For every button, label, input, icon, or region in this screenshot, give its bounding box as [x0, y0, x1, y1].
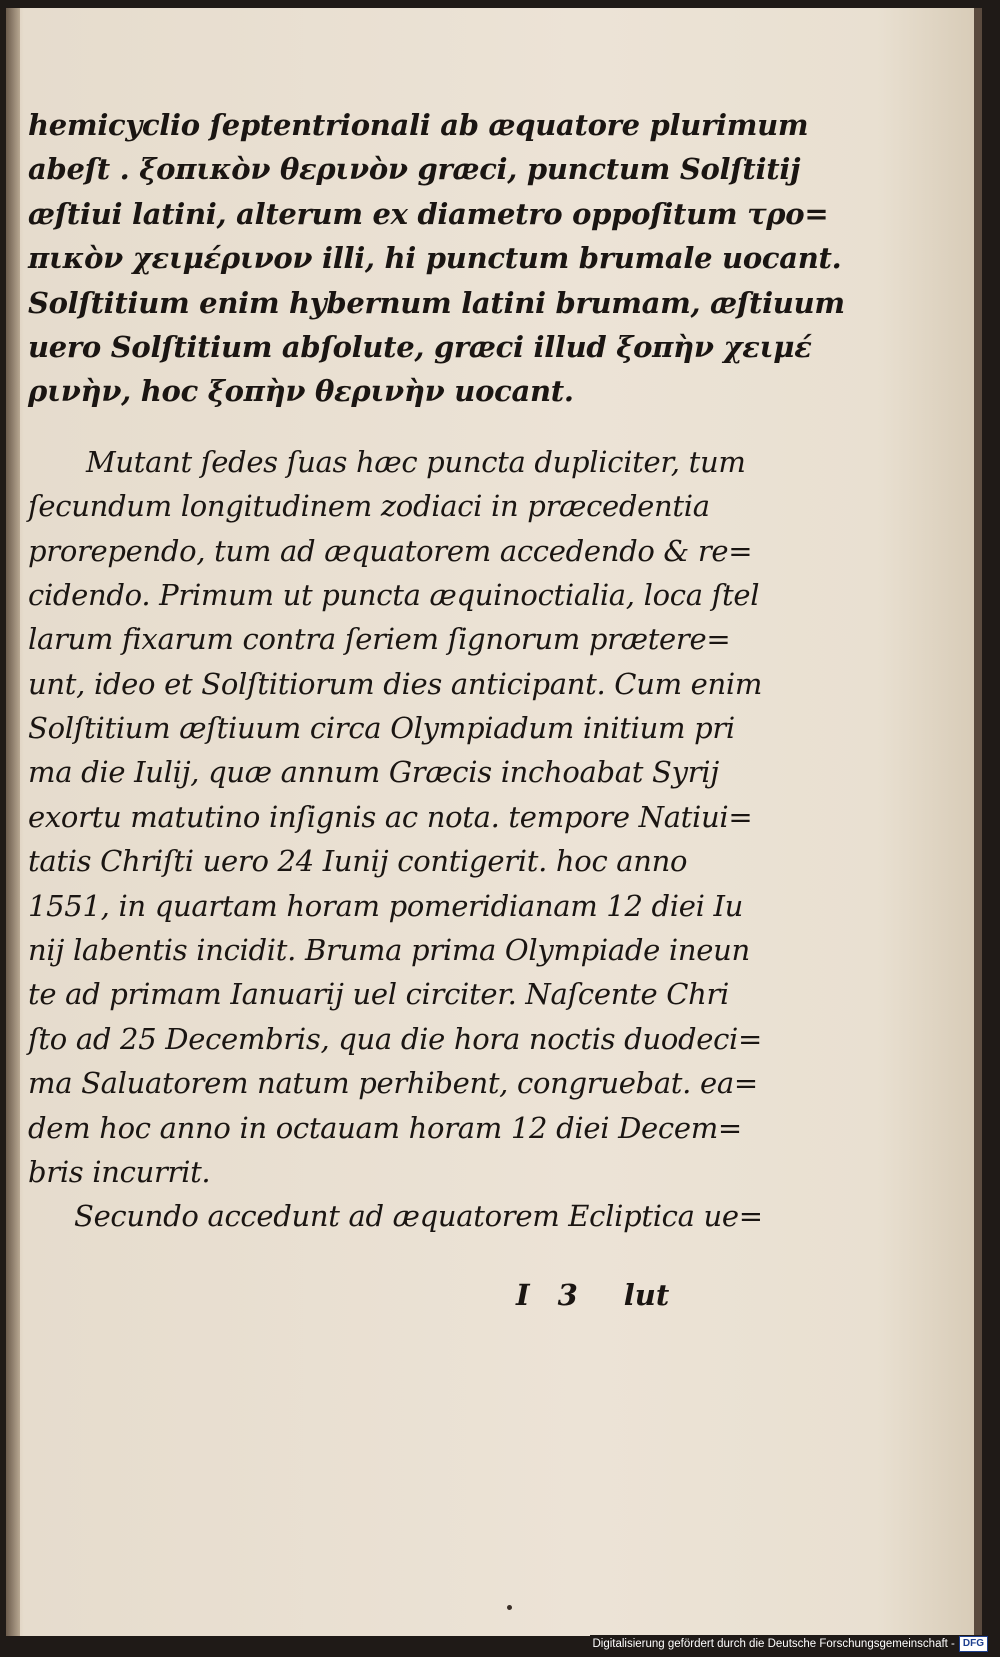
page-gutter-shadow	[6, 8, 20, 1636]
text-line: dem hoc anno in octauam horam 12 diei Decem=	[28, 1110, 742, 1145]
signature-mark: I	[516, 1278, 530, 1312]
page-text-block	[28, 103, 845, 1239]
paragraph-3	[28, 1194, 763, 1238]
text-line: bris incurrit.	[28, 1154, 211, 1189]
text-line: ma die Iulij, quæ annum Græcis inchoabat Syrij	[28, 755, 719, 790]
text-line: 1551, in quartam horam pomeridianam 12 diei Iu	[28, 888, 744, 923]
digitization-footer	[590, 1635, 990, 1653]
signature-number: 3	[557, 1278, 578, 1312]
text-line: æſtiui latini, alterum ex diametro oppoſitum τρο=	[28, 196, 829, 231]
text-line: nij labentis incidit. Bruma prima Olympiade ineun	[28, 933, 750, 968]
text-line: prorependo, tum ad æquatorem accedendo & re=	[28, 533, 753, 568]
ink-speck	[507, 1605, 512, 1610]
dfg-logo-icon: DFG	[959, 1636, 988, 1652]
text-line: Secundo accedunt ad æquatorem Ecliptica ue=	[74, 1199, 763, 1234]
text-line: hemicyclio ſeptentrionali ab æquatore plurimum	[28, 108, 809, 142]
catchword: lut	[623, 1278, 670, 1312]
text-line: uero Solſtitium abſolute, græci illud ξοπὴν χειμέ	[28, 329, 812, 364]
text-line: larum fixarum contra ſeriem ſignorum prætere=	[28, 622, 731, 657]
text-line: tatis Chriſti uero 24 Iunij contigerit. hoc anno	[28, 844, 688, 879]
paragraph-gap	[28, 414, 743, 440]
text-line: ma Saluatorem natum perhibent, congruebat. ea=	[28, 1066, 758, 1101]
footer-credit: Digitalisierung gefördert durch die Deutsche Forschungsgemeinschaft -	[592, 1638, 955, 1650]
text-line: Solſtitium æſtiuum circa Olympiadum initium pri	[28, 711, 735, 746]
text-line: ſecundum longitudinem zodiaci in præcedentia	[28, 489, 710, 524]
text-line: unt, ideo et Solſtitiorum dies anticipant. Cum enim	[28, 666, 763, 701]
text-line: ρινὴν, hoc ξοπὴν θερινὴν uocant.	[28, 374, 574, 409]
text-line: Mutant ſedes ſuas hæc puncta dupliciter, tum	[86, 444, 746, 479]
book-page	[6, 8, 982, 1636]
text-line: exortu matutino inſignis ac nota. tempore Natiui=	[28, 799, 753, 834]
text-line: te ad primam Ianuarij uel circiter. Naſcente Chri	[28, 977, 730, 1012]
text-line: πικὸν χειμέρινον illi, hi punctum brumale uocant.	[28, 241, 842, 276]
text-line: ſto ad 25 Decembris, qua die hora noctis duodeci=	[28, 1021, 763, 1056]
text-line: abeſt . ξοπικὸν θερινὸν græci, punctum Solſtitij	[28, 152, 801, 187]
signature-line	[516, 1278, 669, 1312]
paragraph-2	[28, 440, 763, 1195]
paragraph-1	[28, 103, 845, 414]
text-line: cidendo. Primum ut puncta æquinoctialia, loca ſtel	[28, 577, 760, 612]
text-line: Solſtitium enim hybernum latini brumam, æſtiuum	[28, 285, 845, 320]
